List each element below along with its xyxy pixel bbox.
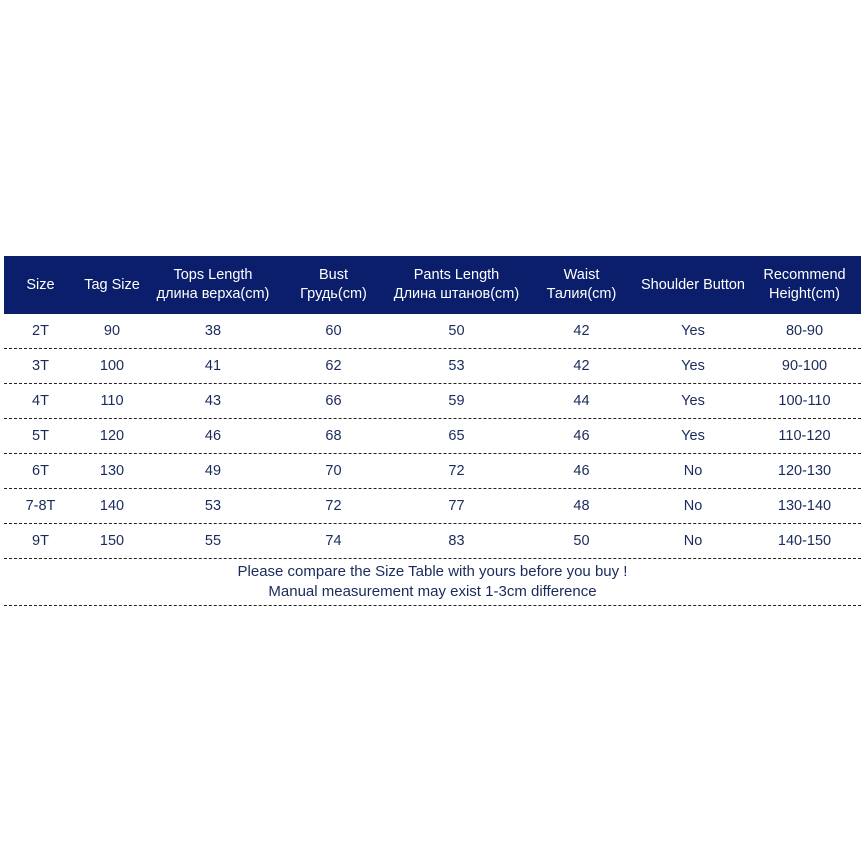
cell-bust: 66 bbox=[325, 393, 342, 409]
cell-waist: 42 bbox=[573, 358, 590, 374]
table-row bbox=[4, 524, 861, 559]
table-row bbox=[4, 384, 861, 419]
cell-tag-size: 110 bbox=[100, 393, 124, 409]
cell-size: 6T bbox=[32, 463, 49, 479]
cell-bust: 68 bbox=[325, 428, 342, 444]
cell-waist: 46 bbox=[573, 463, 590, 479]
cell-pants-length: 77 bbox=[448, 498, 465, 514]
cell-shoulder-button: Yes bbox=[681, 358, 705, 374]
cell-tag-size: 90 bbox=[103, 323, 121, 339]
cell-waist: 44 bbox=[573, 393, 590, 409]
cell-tag-size: 140 bbox=[99, 498, 125, 514]
cell-recommend-height: 120-130 bbox=[777, 463, 832, 479]
cell-tops-length: 53 bbox=[204, 498, 222, 514]
header-sublabel: Талия(cm) bbox=[546, 286, 617, 302]
size-table bbox=[4, 256, 861, 606]
header-label: Pants Length bbox=[413, 267, 500, 283]
cell-tag-size: 100 bbox=[99, 358, 125, 374]
header-label: Recommend bbox=[763, 267, 846, 283]
table-body bbox=[4, 314, 861, 559]
table-header bbox=[4, 256, 861, 314]
cell-pants-length: 72 bbox=[448, 463, 465, 479]
cell-recommend-height: 110-120 bbox=[778, 428, 831, 444]
note-line-compare: Please compare the Size Table with yours before you buy ! bbox=[237, 563, 628, 580]
cell-recommend-height: 140-150 bbox=[777, 533, 832, 549]
header-sublabel: Грудь(cm) bbox=[300, 286, 367, 302]
cell-pants-length: 59 bbox=[448, 393, 465, 409]
note-line-difference: Manual measurement may exist 1-3cm difference bbox=[268, 583, 597, 600]
header-bust bbox=[279, 256, 388, 314]
cell-waist: 50 bbox=[573, 533, 590, 549]
cell-shoulder-button: Yes bbox=[681, 323, 705, 339]
header-sublabel: длина верха(cm) bbox=[156, 286, 270, 302]
cell-tag-size: 130 bbox=[99, 463, 125, 479]
cell-tops-length: 41 bbox=[204, 358, 222, 374]
cell-recommend-height: 130-140 bbox=[777, 498, 832, 514]
header-label: Shoulder Button bbox=[641, 276, 745, 293]
cell-recommend-height: 100-110 bbox=[778, 393, 831, 409]
header-label: Bust bbox=[318, 267, 348, 283]
cell-pants-length: 53 bbox=[448, 358, 465, 374]
cell-bust: 72 bbox=[325, 498, 342, 514]
measurement-note bbox=[4, 559, 861, 606]
header-shoulder-button bbox=[638, 256, 748, 314]
cell-shoulder-button: No bbox=[683, 533, 703, 549]
cell-pants-length: 50 bbox=[448, 323, 465, 339]
cell-waist: 42 bbox=[573, 323, 590, 339]
cell-waist: 46 bbox=[573, 428, 590, 444]
cell-size: 3T bbox=[32, 358, 49, 374]
table-row bbox=[4, 489, 861, 524]
cell-shoulder-button: Yes bbox=[681, 428, 705, 444]
cell-tops-length: 43 bbox=[204, 393, 222, 409]
cell-size: 7-8T bbox=[25, 498, 56, 514]
header-label: Tops Length bbox=[173, 267, 253, 283]
cell-size: 2T bbox=[32, 323, 49, 339]
cell-bust: 70 bbox=[325, 463, 342, 479]
header-size bbox=[4, 256, 77, 314]
cell-tops-length: 46 bbox=[204, 428, 222, 444]
table-row bbox=[4, 314, 861, 349]
cell-waist: 48 bbox=[573, 498, 590, 514]
cell-bust: 62 bbox=[325, 358, 342, 374]
cell-tops-length: 38 bbox=[204, 323, 222, 339]
table-row bbox=[4, 419, 861, 454]
cell-shoulder-button: Yes bbox=[681, 393, 705, 409]
cell-bust: 60 bbox=[325, 323, 342, 339]
header-label: Tag Size bbox=[84, 276, 140, 293]
header-tag-size bbox=[77, 256, 147, 314]
cell-pants-length: 65 bbox=[448, 428, 465, 444]
table-row bbox=[4, 454, 861, 489]
cell-tag-size: 150 bbox=[99, 533, 125, 549]
header-sublabel: Длина штанов(cm) bbox=[393, 286, 520, 302]
cell-recommend-height: 80-90 bbox=[785, 323, 824, 339]
header-pants-length bbox=[388, 256, 525, 314]
header-recommend-height bbox=[748, 256, 861, 314]
cell-tag-size: 120 bbox=[99, 428, 125, 444]
table-row bbox=[4, 349, 861, 384]
cell-size: 9T bbox=[32, 533, 49, 549]
cell-size: 4T bbox=[32, 393, 49, 409]
cell-pants-length: 83 bbox=[448, 533, 465, 549]
cell-tops-length: 49 bbox=[204, 463, 222, 479]
cell-bust: 74 bbox=[325, 533, 342, 549]
header-tops-length bbox=[147, 256, 279, 314]
cell-shoulder-button: No bbox=[683, 463, 703, 479]
cell-shoulder-button: No bbox=[683, 498, 703, 514]
header-sublabel: Height(cm) bbox=[769, 286, 840, 302]
header-waist bbox=[525, 256, 638, 314]
cell-tops-length: 55 bbox=[204, 533, 222, 549]
header-label: Waist bbox=[563, 267, 600, 283]
cell-size: 5T bbox=[32, 428, 49, 444]
header-label: Size bbox=[26, 276, 55, 293]
cell-recommend-height: 90-100 bbox=[781, 358, 828, 374]
